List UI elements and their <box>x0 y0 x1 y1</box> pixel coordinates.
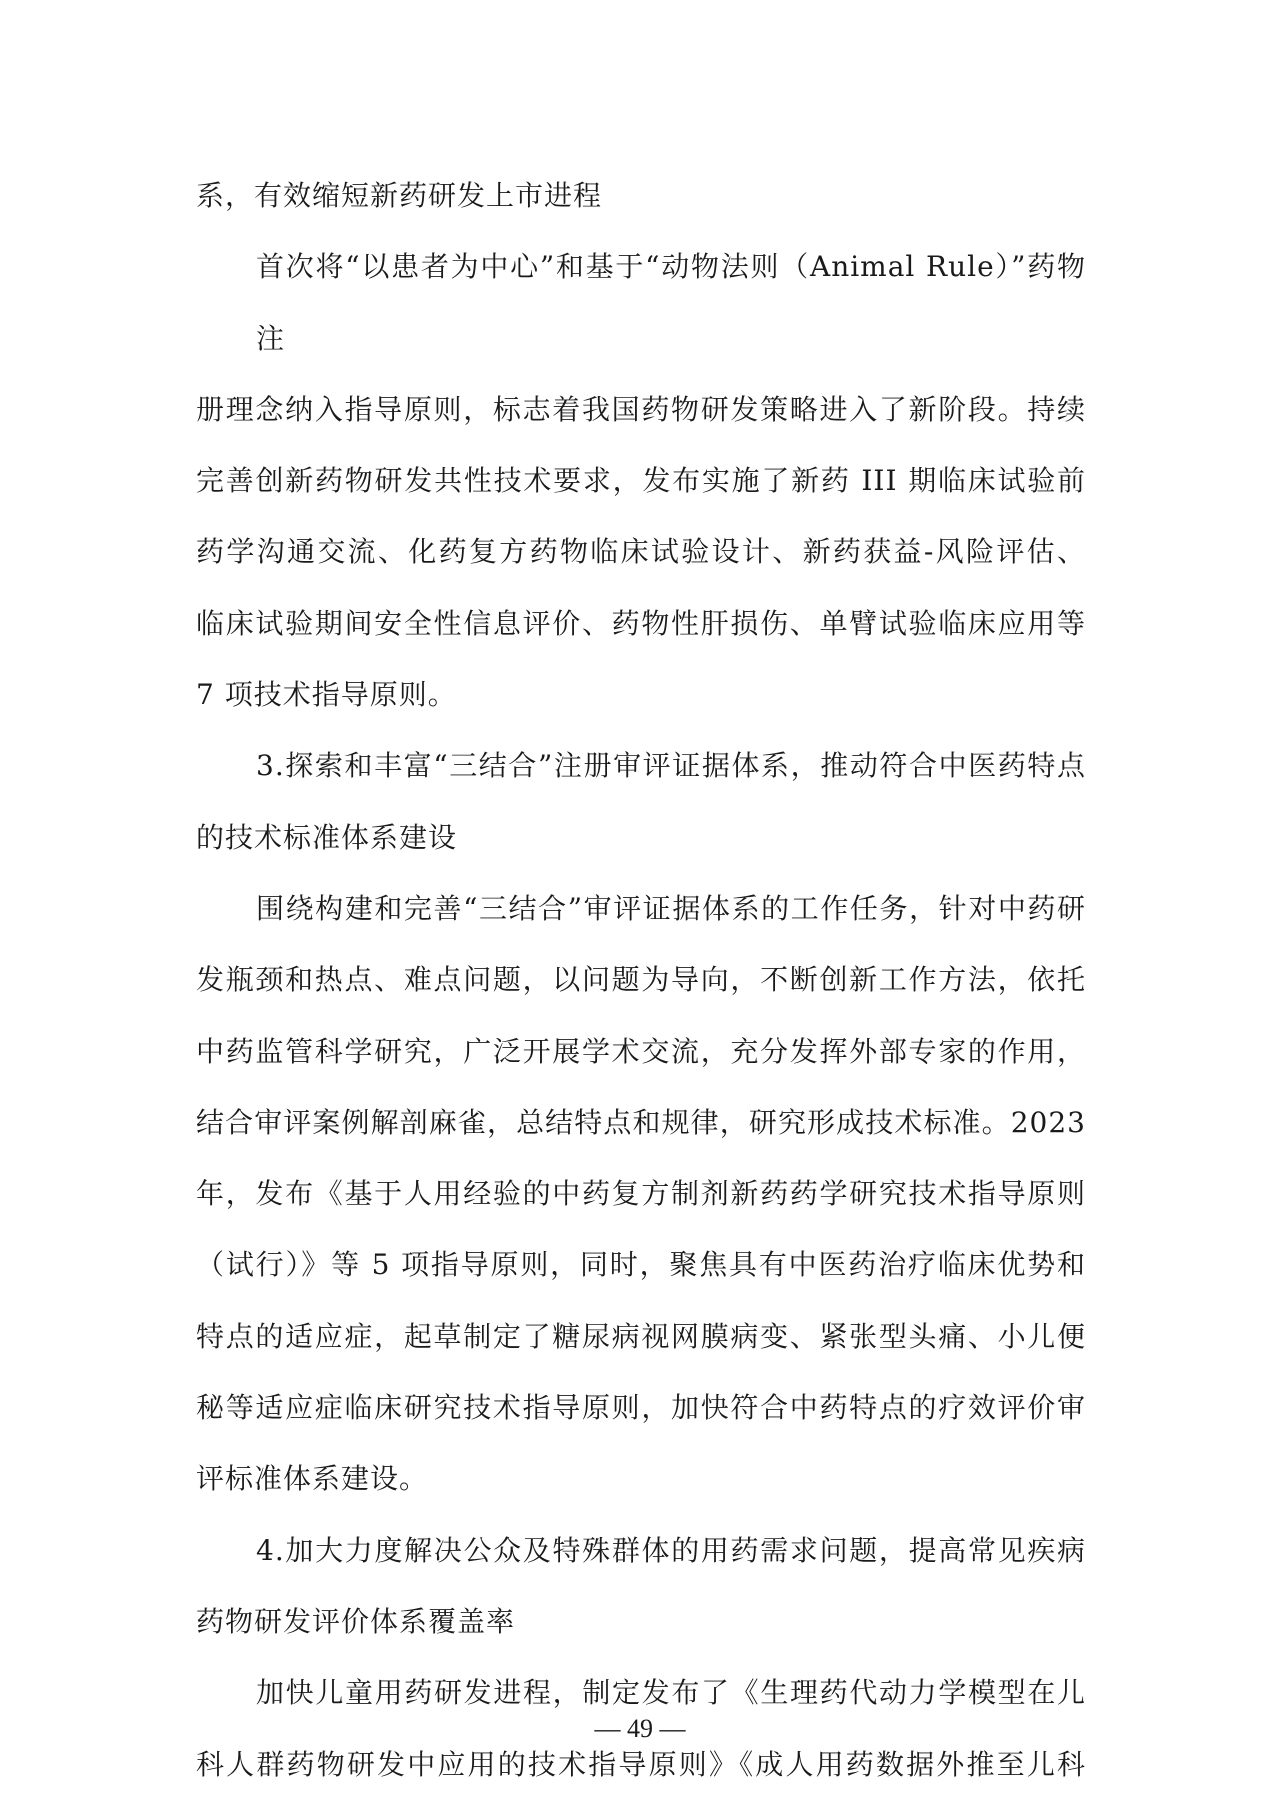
text-line: 系，有效缩短新药研发上市进程 <box>196 179 603 212</box>
text-line: 评标准体系建设。 <box>196 1462 429 1496</box>
text-line: 4.加大力度解决公众及特殊群体的用药需求问题，提高常见疾病 <box>256 1533 1086 1567</box>
section-heading-4 <box>196 1515 1086 1658</box>
text-line: 临床试验期间安全性信息评价、药物性肝损伤、单臂试验临床应用等 <box>196 606 1086 640</box>
text-line: 结合审评案例解剖麻雀，总结特点和规律，研究形成技术标准。2023 <box>196 1105 1086 1139</box>
text-line: （试行）》等 5 项指导原则，同时，聚焦具有中医药治疗临床优势和 <box>196 1248 1086 1282</box>
text-line: 7 项技术指导原则。 <box>196 678 457 712</box>
text-line: 完善创新药物研发共性技术要求，发布实施了新药 III 期临床试验前 <box>196 464 1086 498</box>
text-line: 特点的适应症，起草制定了糖尿病视网膜病变、紧张型头痛、小儿便 <box>196 1319 1086 1353</box>
text-line: 科人群药物研发中应用的技术指导原则》《成人用药数据外推至儿科 <box>196 1747 1086 1781</box>
paragraph-continuation <box>196 160 1086 231</box>
text-line: 首次将“以患者为中心”和基于“动物法则（Animal Rule）”药物注 <box>256 250 1086 355</box>
text-line: 的技术标准体系建设 <box>196 820 458 854</box>
text-line: 发瓶颈和热点、难点问题，以问题为导向，不断创新工作方法，依托 <box>196 963 1086 997</box>
text-line: 围绕构建和完善“三结合”审评证据体系的工作任务，针对中药研 <box>256 891 1086 925</box>
text-line: 药学沟通交流、化药复方药物临床试验设计、新药获益-风险评估、 <box>196 535 1086 569</box>
text-line: 加快儿童用药研发进程，制定发布了《生理药代动力学模型在儿 <box>256 1676 1086 1710</box>
page-number: — 49 — <box>594 1714 686 1743</box>
section-heading-3 <box>196 730 1086 873</box>
text-line: 年，发布《基于人用经验的中药复方制剂新药药学研究技术指导原则 <box>196 1177 1086 1211</box>
text-line: 药物研发评价体系覆盖率 <box>196 1604 516 1638</box>
paragraph-patient-centered <box>196 231 1086 730</box>
text-line: 秘等适应症临床研究技术指导原则，加快符合中药特点的疗效评价审 <box>196 1391 1086 1425</box>
text-line: 3.探索和丰富“三结合”注册审评证据体系，推动符合中医药特点 <box>256 749 1086 783</box>
text-line: 册理念纳入指导原则，标志着我国药物研发策略进入了新阶段。持续 <box>196 392 1086 426</box>
paragraph-tcm-standards <box>196 873 1086 1515</box>
document-body <box>196 160 1086 1800</box>
text-line: 中药监管科学研究，广泛开展学术交流，充分发挥外部专家的作用， <box>196 1034 1086 1068</box>
